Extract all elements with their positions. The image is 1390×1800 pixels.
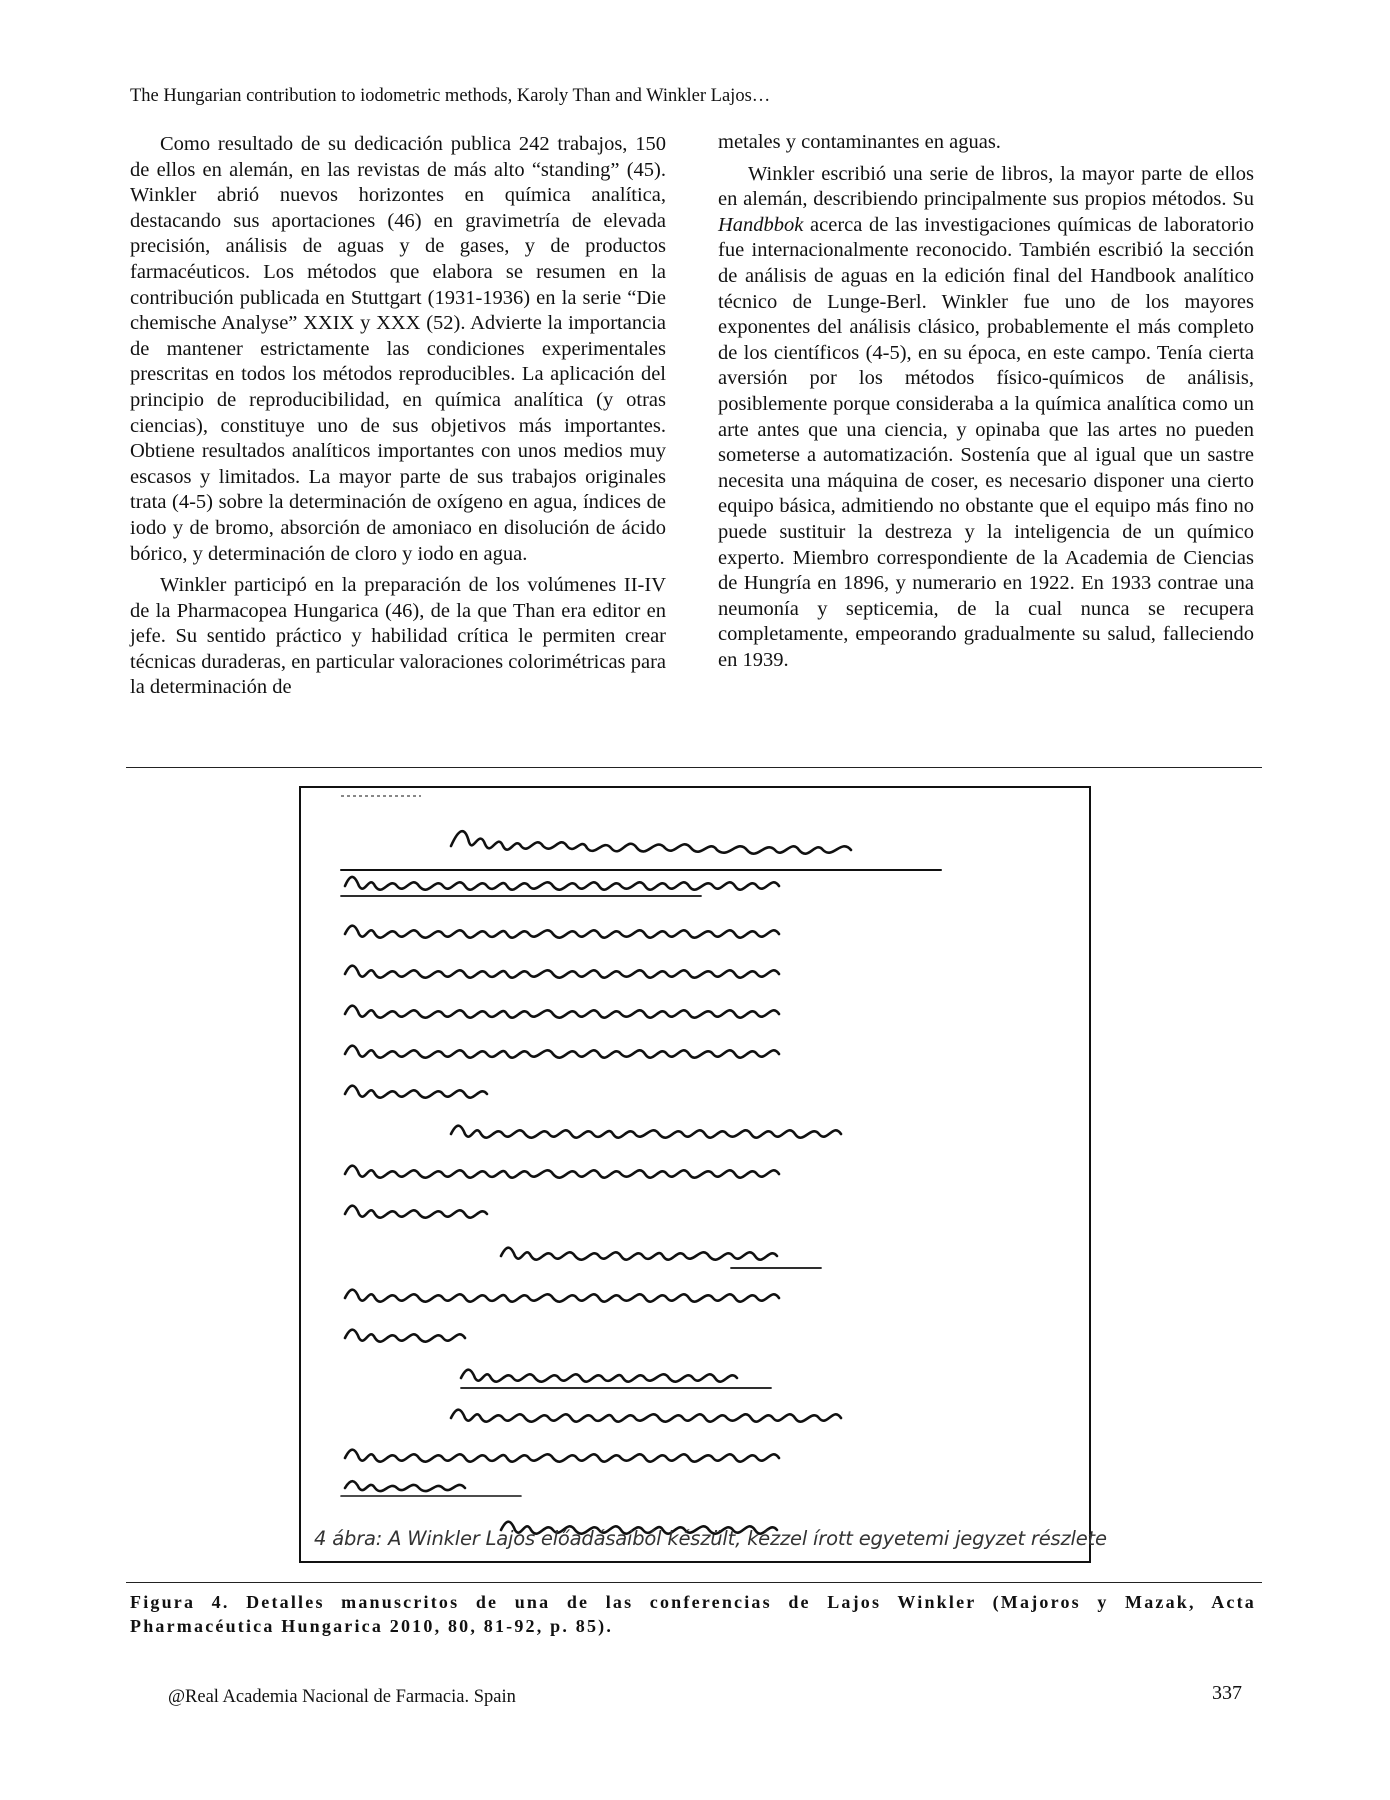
left-column (130, 132, 666, 707)
handwriting-scribbles (301, 788, 1091, 1563)
right-column (718, 130, 1254, 679)
right-paragraph-0: metales y contaminantes en aguas. (718, 131, 1001, 153)
footer-copyright: @Real Academia Nacional de Farmacia. Spain (168, 1687, 516, 1707)
top-divider (126, 767, 1262, 768)
page-number: 337 (1212, 1682, 1242, 1704)
figure-inner-caption: 4 ábra: A Winkler Lajos előadásaiból készült, kézzel írott egyetemi jegyzet részlete (314, 1527, 1107, 1550)
figure-caption: Figura 4. Detalles manuscritos de una de las conferencias de Lajos Winkler (Majoros y Mazak, Acta Pharmacéutica Hungarica 2010, 80, 81-92, p. 85). (130, 1592, 1256, 1636)
right-paragraph-1 (718, 162, 1254, 674)
right-paragraph-1-end: acerca de las investigaciones químicas de laboratorio fue internacionalmente reconocido. También escribió la sección de análisis de aguas en la edición final del Handbook analítico técnico de Lunge-Berl. Winkler fue uno de los mayores exponentes del análisis clásico, probablemente el más completo de los científicos (4-5), en su época, en este campo. Tenía cierta aversión por los métodos físico-químicos de análisis, posiblemente porque consideraba a la química analítica como un arte antes que una ciencia, y opinaba que las artes no pueden someterse a automatización. Sostenía que al igual que un sastre necesita una máquina de coser, es necesario disponer una cierto equipo básica, admitiendo no obstante que el equipo más fino no puede sustituir la destreza y la inteligencia de un químico experto. Miembro correspondiente de la Academia de Ciencias de Hungría en 1896, y numerario en 1922. En 1933 contrae una neumonía y septicemia, de la cual nunca se recupera completamente, empeorando gradualmente su salud, falleciendo en 1939. (718, 213, 1254, 671)
left-paragraph-1: Como resultado de su dedicación publica 242 trabajos, 150 de ellos en alemán, en las revistas de más alto “standing” (45). Winkler abrió nuevos horizontes en química analítica, destacando sus aportaciones (46) en gravimetría de elevada precisión, análisis de aguas y de gases, y de productos farmacéuticos. Los métodos que elabora se resumen en la contribución publicada en Stuttgart (1931-1936) en la serie “Die chemische Analyse” XXIX y XXX (52). Advierte la importancia de mantener estrictamente las condiciones experimentales prescritas en todos los métodos reproducibles. La aplicación del principio de reproducibilidad, en química analítica (y otras ciencias), constituye uno de sus objetivos más importantes. Obtiene resultados analíticos importantes con unos medios muy escasos y limitados. La mayor parte de sus trabajos originales trata (4-5) sobre la determinación de oxígeno en agua, índices de iodo y de bromo, absorción de amoniaco en disolución de ácido bórico, y determinación de cloro y iodo en agua. (130, 133, 666, 565)
running-header: The Hungarian contribution to iodometric methods, Karoly Than and Winkler Lajos… (130, 86, 771, 106)
handwritten-manuscript-figure (299, 786, 1091, 1563)
right-paragraph-1-start: Winkler escribió una serie de libros, la mayor parte de ellos en alemán, describiendo principalmente sus propios métodos. Su (718, 162, 1254, 211)
handbook-title: Handbbok (718, 213, 804, 236)
bottom-divider (126, 1582, 1262, 1583)
left-paragraph-2: Winkler participó en la preparación de los volúmenes II-IV de la Pharmacopea Hungarica (46), de la que Than era editor en jefe. Su sentido práctico y habilidad crítica le permiten crear técnicas duraderas, en particular valoraciones colorimétricas para la determinación de (130, 574, 666, 699)
